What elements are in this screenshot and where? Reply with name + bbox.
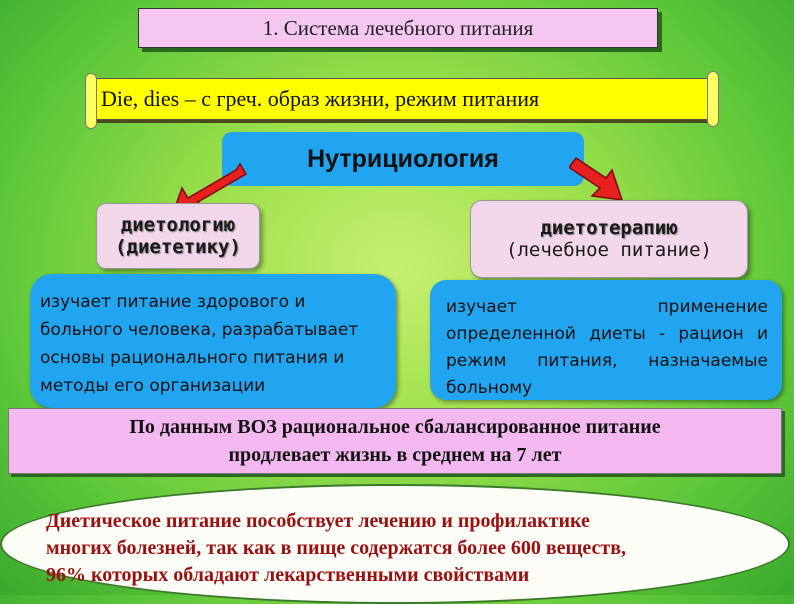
who-line2: продлевает жизнь в среднем на 7 лет bbox=[228, 444, 562, 466]
dietology-description-text: изучает питание здорового и больного человека, разрабатывает основы рационального питания и методы его организации bbox=[40, 292, 359, 396]
who-line1: По данным ВОЗ рациональное сбалансированное питание bbox=[129, 416, 661, 438]
nutritiology-box bbox=[222, 132, 584, 186]
etymology-text: Die, dies – с греч. образ жизни, режим питания bbox=[101, 86, 540, 111]
dietotherapy-box bbox=[470, 200, 748, 278]
slide-title-text: 1. Система лечебного питания bbox=[262, 15, 534, 40]
dietotherapy-line2: (лечебное питание) bbox=[506, 239, 712, 261]
dietology-box bbox=[96, 203, 260, 269]
etymology-scroll bbox=[88, 78, 716, 120]
conclusion-line3: 96% которых обладают лекарственными свойствами bbox=[46, 564, 530, 586]
dietology-description bbox=[30, 274, 396, 408]
nutritiology-label: Нутрициология bbox=[307, 144, 499, 173]
dietotherapy-line1: диетотерапию bbox=[540, 217, 678, 239]
conclusion-line1: Диетическое питание пособствует лечению и профилактике bbox=[46, 510, 590, 532]
right-arrow-icon bbox=[566, 156, 628, 204]
conclusion-text bbox=[46, 508, 766, 589]
conclusion-line2: многих болезней, так как в пище содержатся более 600 веществ, bbox=[46, 537, 627, 559]
dietotherapy-description bbox=[430, 280, 782, 400]
slide-title bbox=[138, 8, 658, 48]
dietology-line1: диетологию bbox=[120, 214, 236, 236]
dietology-line2: (диететику) bbox=[115, 236, 241, 258]
who-statement bbox=[8, 408, 782, 474]
dietotherapy-description-text: изучает применение определенной диеты - рацион и режим питания, назначаемые больному bbox=[446, 297, 768, 398]
